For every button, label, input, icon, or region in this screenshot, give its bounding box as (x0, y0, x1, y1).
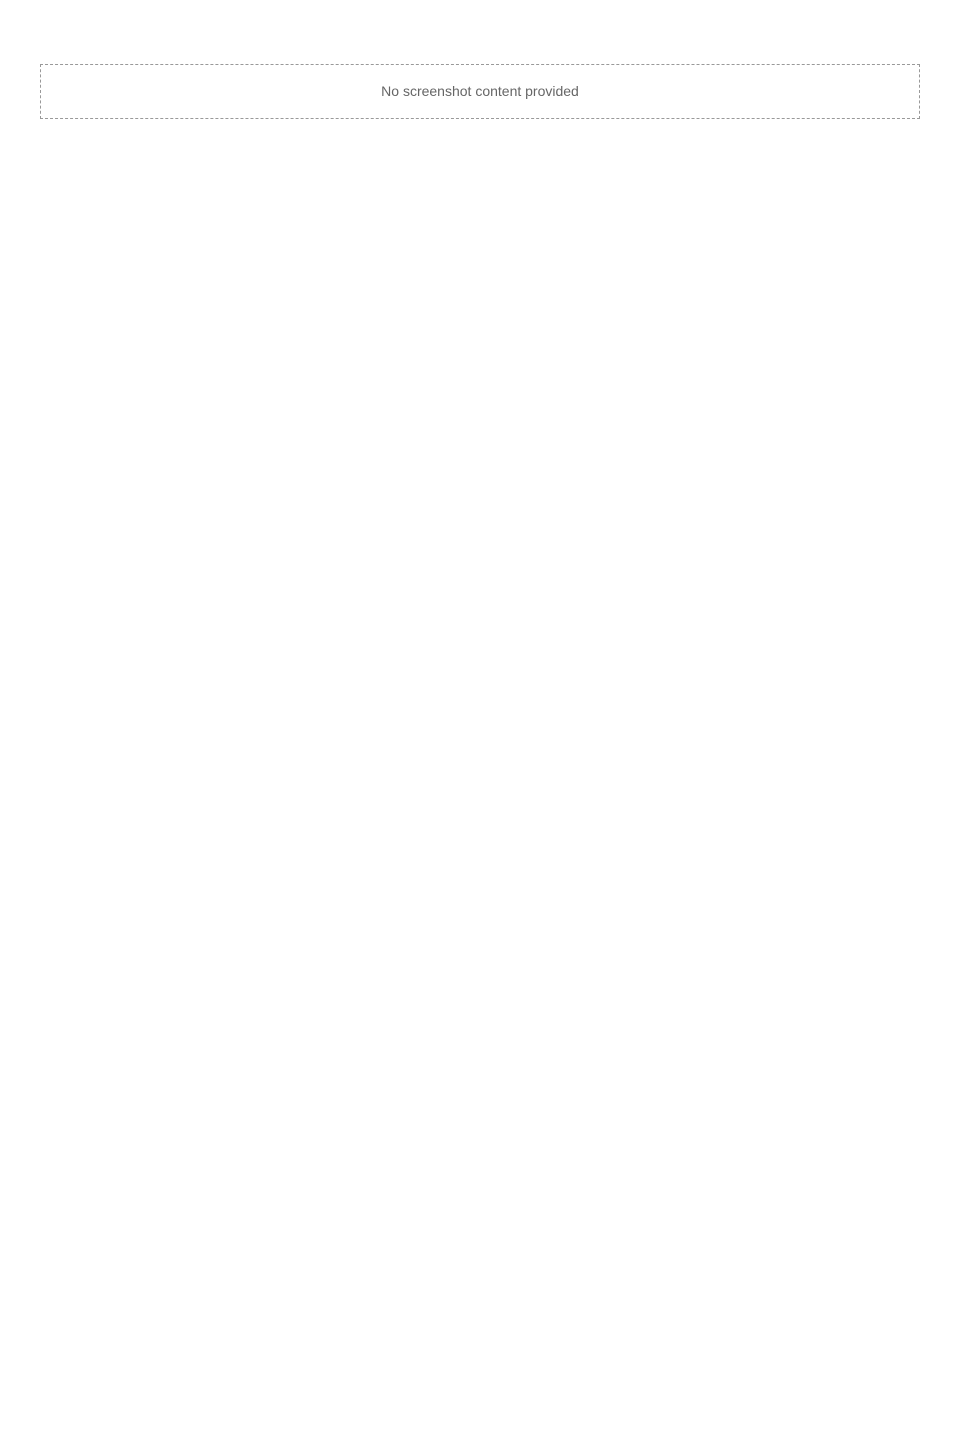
document-body (40, 64, 920, 119)
empty-placeholder: No screenshot content provided (40, 64, 920, 119)
